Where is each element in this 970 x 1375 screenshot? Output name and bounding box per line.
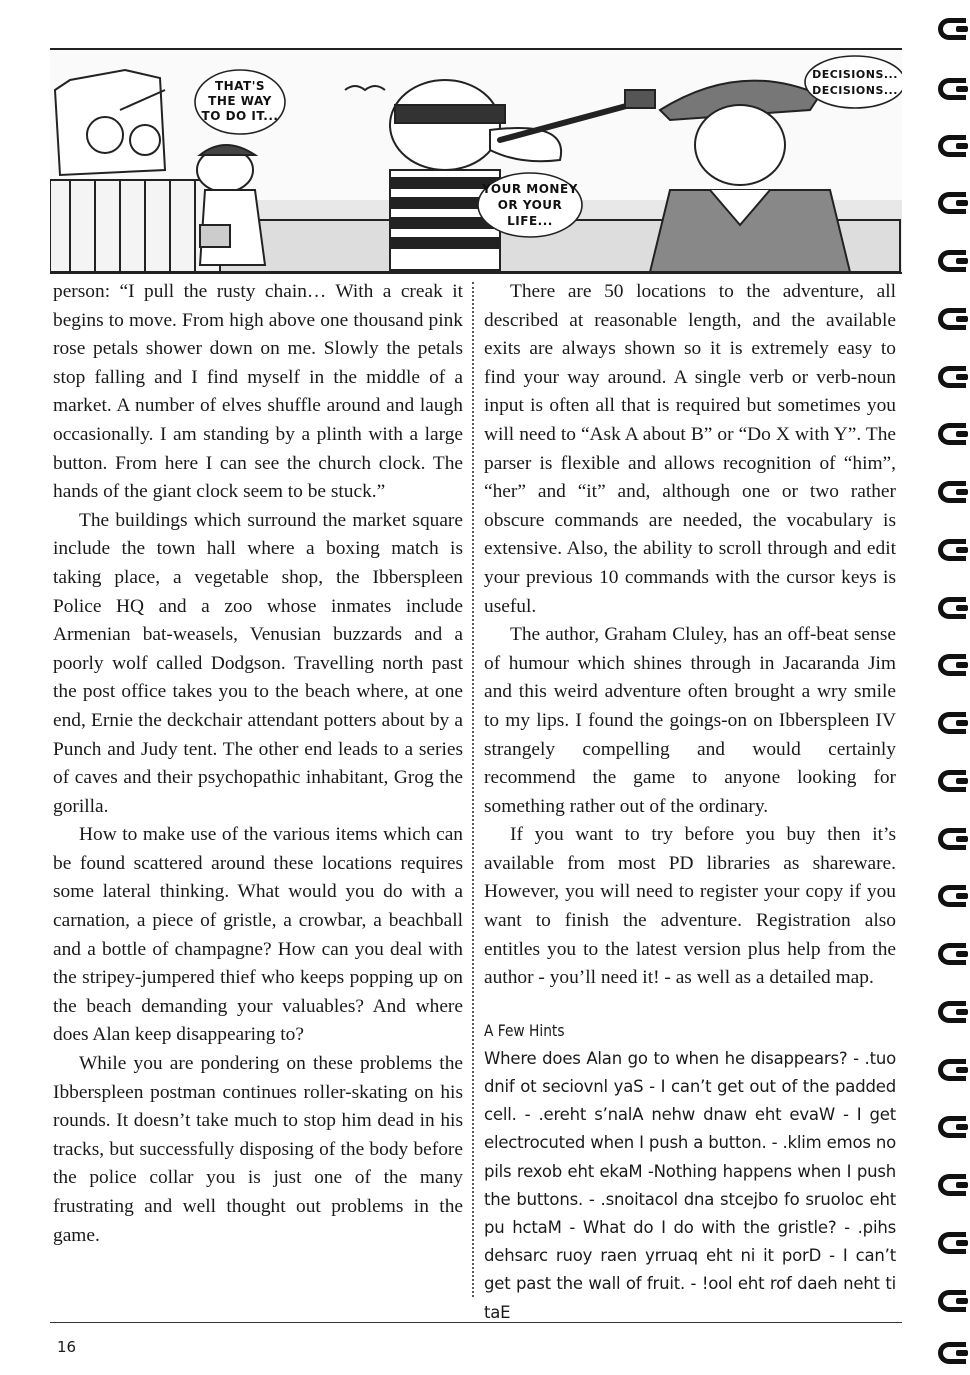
binding-ring-icon <box>938 770 966 792</box>
bubble-middle-line1: YOUR MONEY <box>482 182 578 196</box>
binding-ring-icon <box>938 1342 966 1364</box>
right-column <box>484 278 896 1327</box>
left-column <box>53 278 463 1250</box>
bubble-left-line2: THE WAY <box>208 94 272 108</box>
binding-ring-icon <box>938 1116 966 1138</box>
column-divider <box>472 282 474 1297</box>
binding-ring-icon <box>938 654 966 676</box>
binding-ring-icon <box>938 250 966 272</box>
bubble-middle-line2: OR YOUR <box>497 198 563 212</box>
binding-ring-icon <box>938 18 966 40</box>
left-paragraph-1: person: “I pull the rusty chain… With a creak it begins to move. From high above one thousand pink rose petals shower down on me. Slowly the petals stop falling and I find myself in the middle of a market. A number of elves shuffle around and laugh occasionally. I am standing by a plinth with a large button. From here I can see the church clock. The hands of the giant clock seem to be stuck.” <box>53 281 463 503</box>
binding-ring-icon <box>938 1059 966 1081</box>
binding-ring-icon <box>938 1290 966 1312</box>
right-paragraph-3: If you want to try before you buy then it’s available from most PD libraries as shareware. However, you will need to register your copy if you want to finish the adventure. Registration also entitles you to the latest version plus help from the author - you’ll need it! - as well as a detailed map. <box>484 824 896 989</box>
hints-text: Where does Alan go to when he disappears? - .tuo dnif ot seciovnl yaS - I can’t get out of the padded cell. - .ereht s’nalA nehw dnaw eht evaW - I get electrocuted when I push a button. - .klim emos no pils rexob eht ekaM -Nothing happens when I push the buttons. - .snoitacol dna stcejbo fo sruoloc eht pu hctaM - What do I do with the gristle? - .pihs dehsarc ruoy raen yrruaq eht ni it porD - I can’t get past the wall of fruit. - !ool eht rof daeh neht ti taE <box>484 1048 896 1322</box>
right-paragraph-2: The author, Graham Cluley, has an off-beat sense of humour which shines through in Jacaranda Jim and this weird adventure often brought a wry smile to my lips. I found the goings-on on Ibberspleen IV strangely compelling and would certainly recommend the game to anyone looking for something rather out of the ordinary. <box>484 624 896 817</box>
binding-ring-icon <box>938 481 966 503</box>
left-paragraph-4: While you are pondering on these problems the Ibberspleen postman continues roller-skating on his rounds. It doesn’t take much to stop him dead in his tracks, but successfully disposing of the body before the police collar you is just one of the many frustrating and well thought out problems in the game. <box>53 1053 463 1246</box>
binding-ring-icon <box>938 423 966 445</box>
bubble-left-line1: THAT'S <box>214 79 266 93</box>
page-number: 16 <box>57 1338 77 1356</box>
binding-ring-icon <box>938 1174 966 1196</box>
binding-ring-icon <box>938 1001 966 1023</box>
right-paragraph-1: There are 50 locations to the adventure, all described at reasonable length, and the available exits are always shown so it is extremely easy to find your way around. A single verb or verb-noun input is often all that is required but sometimes you will need to “Ask A about B” or “Do X with Y”. The parser is flexible and allows recognition of “him”, “her” and “it” and, although one or two rather obscure commands are needed, the vocabulary is extensive. Also, the ability to scroll through and edit your previous 10 commands with the cursor keys is useful. <box>484 281 896 617</box>
spiral-binding <box>936 0 970 1375</box>
binding-ring-icon <box>938 539 966 561</box>
binding-ring-icon <box>938 943 966 965</box>
bubble-middle-line3: LIFE... <box>507 214 553 228</box>
cartoon-illustration <box>50 48 902 274</box>
binding-ring-icon <box>938 597 966 619</box>
binding-ring-icon <box>938 828 966 850</box>
binding-ring-icon <box>938 885 966 907</box>
binding-ring-icon <box>938 308 966 330</box>
binding-ring-icon <box>938 192 966 214</box>
left-paragraph-2: The buildings which surround the market square include the town hall where a boxing match is taking place, a vegetable shop, the Ibberspleen Police HQ and a zoo whose inmates include Armenian bat-weasels, Venusian buzzards and a poorly wolf called Dodgson. Travelling north past the post office takes you to the beach where, at one end, Ernie the deckchair attendant potters about by a Punch and Judy tent. The other end leads to a series of caves and their psychopathic inhabitant, Grog the gorilla. <box>53 509 463 817</box>
binding-ring-icon <box>938 366 966 388</box>
hints-heading: A Few Hints <box>484 1020 565 1040</box>
binding-ring-icon <box>938 1232 966 1254</box>
cartoon-drawing <box>50 50 902 272</box>
bubble-left-line3: TO DO IT... <box>201 109 279 123</box>
bubble-right-line2: DECISIONS... <box>812 84 898 97</box>
binding-ring-icon <box>938 712 966 734</box>
binding-ring-icon <box>938 78 966 100</box>
binding-ring-icon <box>938 135 966 157</box>
bubble-right-line1: DECISIONS... <box>812 68 898 81</box>
left-paragraph-3: How to make use of the various items which can be found scattered around these locations requires some lateral thinking. What would you do with a carnation, a piece of gristle, a crowbar, a beachball and a bottle of champagne? How can you deal with the stripey-jumpered thief who keeps popping up on the beach demanding your valuables? And where does Alan keep disappearing to? <box>53 824 463 1046</box>
footer-rule <box>50 1322 902 1323</box>
